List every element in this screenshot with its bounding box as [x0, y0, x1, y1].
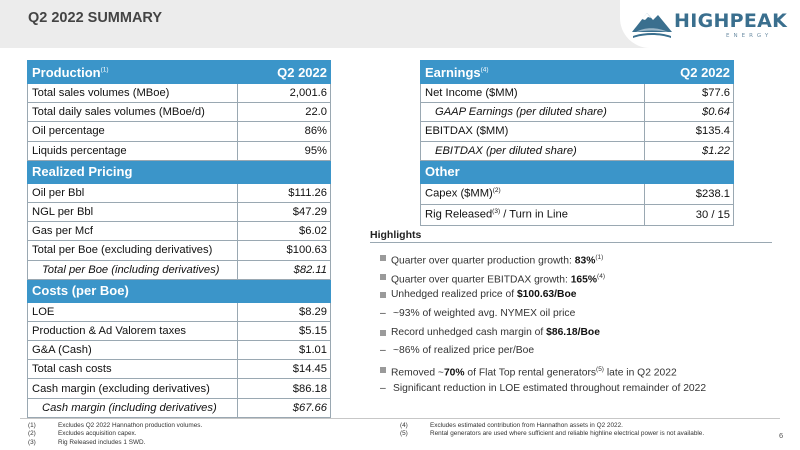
other-header: Other — [421, 160, 645, 183]
costs-header: Costs (per Boe) — [28, 279, 238, 302]
table-row: EBITDAX (per diluted share) $1.22 — [421, 141, 734, 160]
realized-pricing-header: Realized Pricing — [28, 160, 238, 183]
table-row: Net Income ($MM) $77.6 — [421, 84, 734, 103]
highlights-title: Highlights — [370, 229, 422, 241]
mountain-icon — [630, 6, 674, 42]
highlights-divider — [370, 242, 772, 243]
list-item: Removed ~70% of Flat Top rental generators$^{(5)}$ late in Q2 2022 — [380, 361, 780, 380]
table-row: Oil percentage 86% — [28, 122, 331, 141]
highlights-list — [380, 249, 780, 399]
table-header-row — [28, 61, 331, 84]
list-item: Unhedged realized price of $100.63/Boe — [380, 286, 780, 305]
earnings-header: Earnings$^{(4)}$ — [421, 61, 645, 84]
section-header-row — [421, 160, 734, 183]
logo-subtitle: ENERGY — [726, 33, 773, 39]
sub-list-item: – Significant reduction in LOE estimated throughout remainder of 2022 — [380, 380, 780, 399]
dash-icon: – — [380, 382, 386, 394]
list-item: Quarter over quarter production growth: 83%$^{(1)}$ — [380, 249, 780, 268]
dash-icon: – — [380, 308, 386, 320]
production-header: Production$^{(1)}$ — [28, 61, 238, 84]
footer-divider — [20, 418, 780, 419]
table-row: Total per Boe (excluding derivatives) $100.63 — [28, 241, 331, 260]
company-logo — [630, 6, 795, 44]
table-row: Capex ($MM)$^{(2)}$ $238.1 — [421, 183, 734, 204]
production-pricing-costs-table — [27, 60, 331, 418]
dash-icon: – — [380, 345, 386, 357]
table-header-row — [421, 61, 734, 84]
table-row: EBITDAX ($MM) $135.4 — [421, 122, 734, 141]
table-row: Gas per Mcf $6.02 — [28, 222, 331, 241]
table-row: NGL per Bbl $47.29 — [28, 202, 331, 221]
table-row: Total per Boe (including derivatives) $82.11 — [28, 260, 331, 279]
square-bullet-icon — [380, 274, 386, 280]
table-row: Liquids percentage 95% — [28, 141, 331, 160]
table-row: G&A (Cash) $1.01 — [28, 341, 331, 360]
table-row: Total cash costs $14.45 — [28, 360, 331, 379]
table-row: GAAP Earnings (per diluted share) $0.64 — [421, 103, 734, 122]
square-bullet-icon — [380, 367, 386, 373]
table-row: Total daily sales volumes (MBoe/d) 22.0 — [28, 103, 331, 122]
section-header-row — [28, 160, 331, 183]
section-header-row — [28, 279, 331, 302]
list-item: Record unhedged cash margin of $86.18/Boe — [380, 324, 780, 343]
sub-list-item: – ~86% of realized price per/Boe — [380, 342, 780, 361]
table-row: LOE $8.29 — [28, 302, 331, 321]
period-header: Q2 2022 — [238, 61, 331, 84]
table-row: Rig Released$^{(3)}$ / Turn in Line 30 / 15 — [421, 204, 734, 225]
table-row: Cash margin (including derivatives) $67.66 — [28, 398, 331, 417]
table-row: Oil per Bbl $111.26 — [28, 183, 331, 202]
list-item: Quarter over quarter EBITDAX growth: 165%$^{(4)}$ — [380, 268, 780, 287]
table-row: Production & Ad Valorem taxes $5.15 — [28, 321, 331, 340]
logo-wordmark: HIGHPEAK — [674, 10, 788, 32]
earnings-other-table — [420, 60, 734, 226]
table-row: Total sales volumes (MBoe) 2,001.6 — [28, 84, 331, 103]
page-number: 6 — [779, 431, 784, 440]
square-bullet-icon — [380, 292, 386, 298]
page-title: Q2 2022 SUMMARY — [28, 10, 163, 26]
square-bullet-icon — [380, 330, 386, 336]
table-row: Cash margin (excluding derivatives) $86.18 — [28, 379, 331, 398]
period-header: Q2 2022 — [645, 61, 734, 84]
square-bullet-icon — [380, 255, 386, 261]
sub-list-item: – ~93% of weighted avg. NYMEX oil price — [380, 305, 780, 324]
